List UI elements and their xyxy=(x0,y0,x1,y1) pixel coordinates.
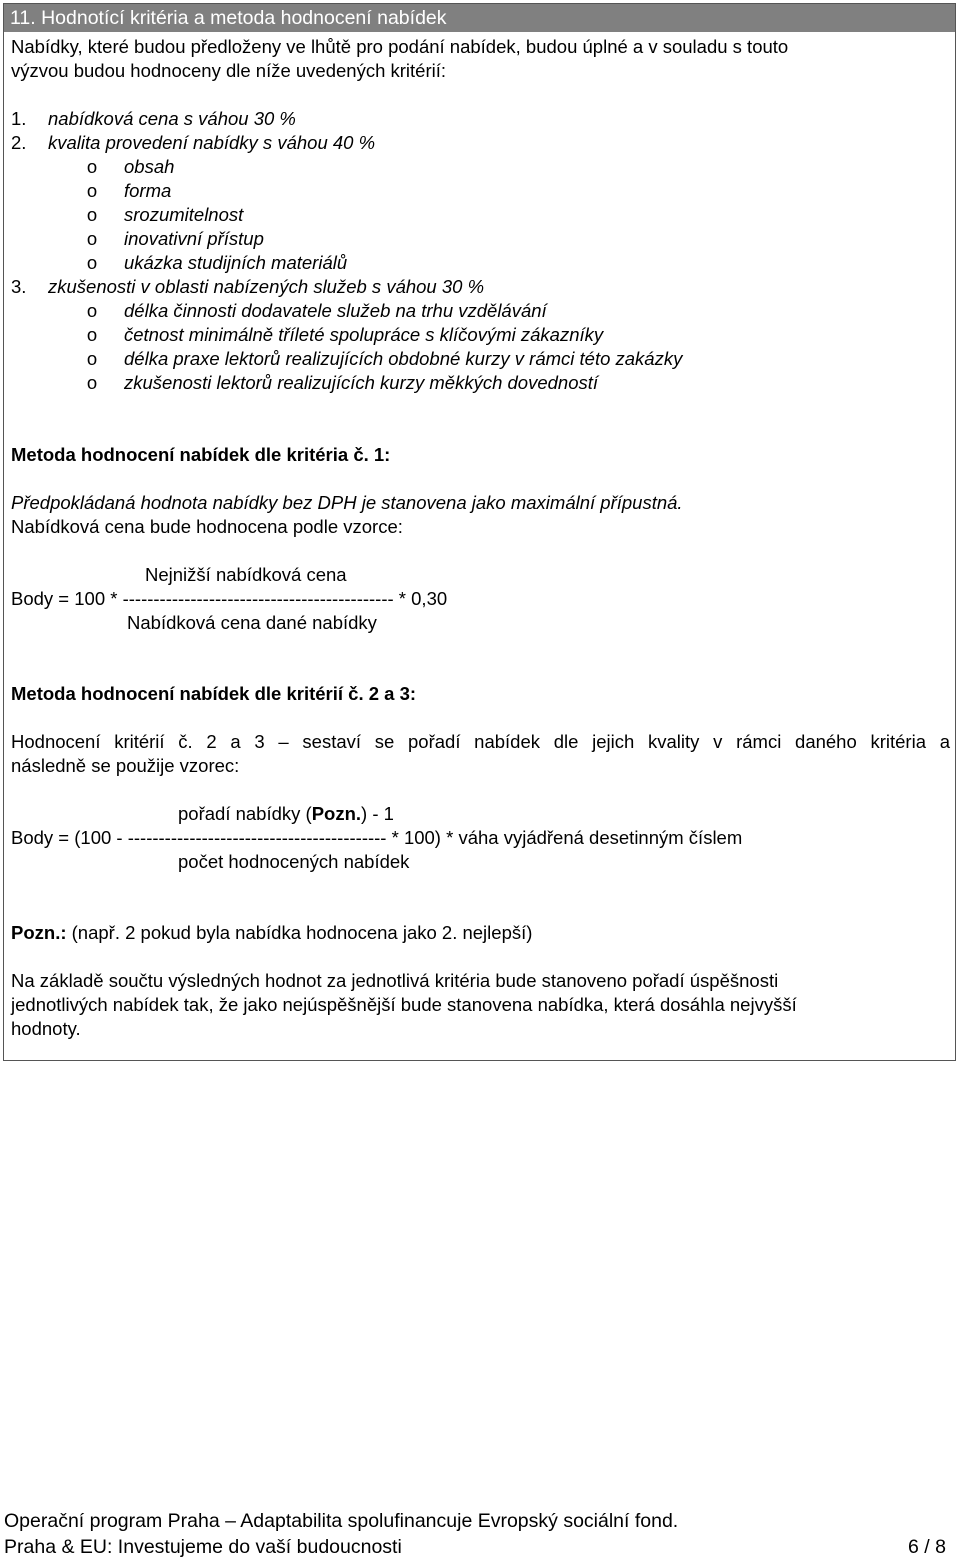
sub-bullet: o xyxy=(86,348,98,369)
criterion-3-sub-1: délka činnosti dodavatele služeb na trhu vzdělávání xyxy=(124,300,547,321)
sub-bullet: o xyxy=(86,252,98,273)
intro-line-2: výzvou budou hodnoceny dle níže uvedených kritérií: xyxy=(11,60,447,81)
page-number: 6 / 8 xyxy=(908,1536,946,1558)
sub-bullet: o xyxy=(86,372,98,393)
formula-23-numerator-post: ) - 1 xyxy=(361,803,394,824)
sub-bullet: o xyxy=(86,204,98,225)
criterion-3-sub-4: zkušenosti lektorů realizujících kurzy měkkých dovedností xyxy=(124,372,599,393)
note xyxy=(11,921,532,945)
formula-23-numerator-note: Pozn. xyxy=(311,803,362,824)
method-23-line-1: Hodnocení kritérií č. 2 a 3 – sestaví se pořadí nabídek dle jejich kvality v rámci daného kritéria a xyxy=(11,731,950,752)
intro-line-1: Nabídky, které budou předloženy ve lhůtě pro podání nabídek, budou úplné a v souladu s touto xyxy=(11,36,789,57)
method-23-heading: Metoda hodnocení nabídek dle kritérií č. 2 a 3: xyxy=(11,683,417,704)
criterion-1-text: nabídková cena s váhou 30 % xyxy=(48,108,296,129)
criterion-3-sub-3: délka praxe lektorů realizujících obdobné kurzy v rámci této zakázky xyxy=(124,348,683,369)
formula-1-main: Body = 100 * -------------------------------------------- * 0,30 xyxy=(11,588,448,609)
conclusion-line-3: hodnoty. xyxy=(11,1018,81,1039)
method-23-line-2: následně se použije vzorec: xyxy=(11,755,240,776)
sub-bullet: o xyxy=(86,324,98,345)
sub-bullet: o xyxy=(86,180,98,201)
sub-bullet: o xyxy=(86,300,98,321)
method-1-heading: Metoda hodnocení nabídek dle kritéria č. 1: xyxy=(11,444,391,465)
note-text: (např. 2 pokud byla nabídka hodnocena jako 2. nejlepší) xyxy=(66,922,533,943)
method-1-line-2: Nabídková cena bude hodnocena podle vzorce: xyxy=(11,516,403,537)
sub-bullet: o xyxy=(86,156,98,177)
criterion-2-sub-3: srozumitelnost xyxy=(124,204,244,225)
formula-23-numerator-pre: pořadí nabídky ( xyxy=(178,803,312,824)
criterion-2-sub-1: obsah xyxy=(124,156,175,177)
section-title: 11. Hodnotící kritéria a metoda hodnocení nabídek xyxy=(4,4,955,32)
criterion-3-text: zkušenosti v oblasti nabízených služeb s váhou 30 % xyxy=(48,276,485,297)
criterion-2-text: kvalita provedení nabídky s váhou 40 % xyxy=(48,132,376,153)
sub-bullet: o xyxy=(86,228,98,249)
criterion-1-number: 1. xyxy=(11,108,27,129)
criterion-3-number: 3. xyxy=(11,276,27,297)
method-1-line-1: Předpokládaná hodnota nabídky bez DPH je stanovena jako maximální přípustná. xyxy=(11,492,683,513)
criterion-2-sub-2: forma xyxy=(124,180,172,201)
criterion-2-sub-4: inovativní přístup xyxy=(124,228,264,249)
criterion-3-sub-2: četnost minimálně tříleté spolupráce s klíčovými zákazníky xyxy=(124,324,604,345)
footer-line-2: Praha & EU: Investujeme do vaší budoucnosti xyxy=(4,1536,402,1558)
footer-line-1: Operační program Praha – Adaptabilita spolufinancuje Evropský sociální fond. xyxy=(4,1510,679,1532)
formula-23-denominator: počet hodnocených nabídek xyxy=(178,851,410,872)
criterion-2-sub-5: ukázka studijních materiálů xyxy=(124,252,348,273)
conclusion-line-1: Na základě součtu výsledných hodnot za jednotlivá kritéria bude stanoveno pořadí úspěšnosti xyxy=(11,970,779,991)
criterion-2-number: 2. xyxy=(11,132,27,153)
formula-1-denominator: Nabídková cena dané nabídky xyxy=(127,612,377,633)
formula-23-numerator xyxy=(178,802,394,826)
note-label: Pozn.: xyxy=(11,922,67,943)
conclusion-line-2: jednotlivých nabídek tak, že jako nejúspěšnější bude stanovena nabídka, která dosáhla nejvyšší xyxy=(11,994,797,1015)
formula-1-numerator: Nejnižší nabídková cena xyxy=(145,564,347,585)
formula-23-main: Body = (100 - ------------------------------------------ * 100) * váha vyjádřená desetinným číslem xyxy=(11,827,743,848)
